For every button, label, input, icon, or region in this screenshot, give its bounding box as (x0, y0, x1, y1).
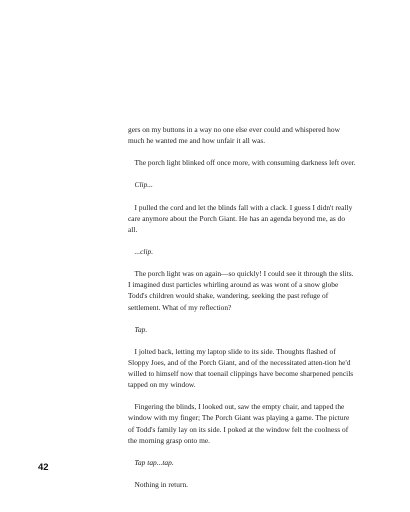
paragraph: The porch light was on again—so quickly! I could see it through the slits. I imagined dust particles whirling around as was wont of a snow globe Todd's children would shake, wandering, seeking the past refuge of settlement. What of my reflection? (128, 269, 354, 312)
page-number: 42 (38, 462, 49, 473)
paragraph: ...clip. (134, 247, 154, 257)
paragraph: Tap tap...tap. (134, 457, 174, 467)
paragraph: The porch light blinked off once more, with consuming darkness left over. (134, 158, 356, 168)
paragraph: Tap. (134, 324, 148, 334)
paragraph: I pulled the cord and let the blinds fall with a clack. I guess I didn't really care anymore about the Porch Giant. He has an agenda beyond me, as do all. (128, 202, 353, 234)
paragraph: gers on my buttons in a way no one else ever could and whispered how much he wanted me and how unfair it all was. (128, 125, 340, 146)
paragraph: Clip... (134, 180, 153, 190)
paragraph: I jolted back, letting my laptop slide to its side. Thoughts flashed of Sloppy Joes, and of the Porch Giant, and of the necessitated atten-tion he'd willed to himself now that toenail clippings have become sharpened pencils tapped on my window. (128, 346, 354, 390)
paragraph: Fingering the blinds, I looked out, saw the empty chair, and tapped the window with my finger; The Porch Giant was playing a game. The picture of Todd's family lay on its side. I poked at the window felt the coolness of the morning grasp onto me. (128, 402, 350, 445)
body-text (128, 124, 356, 501)
paragraph: Nothing in return. (134, 480, 189, 489)
